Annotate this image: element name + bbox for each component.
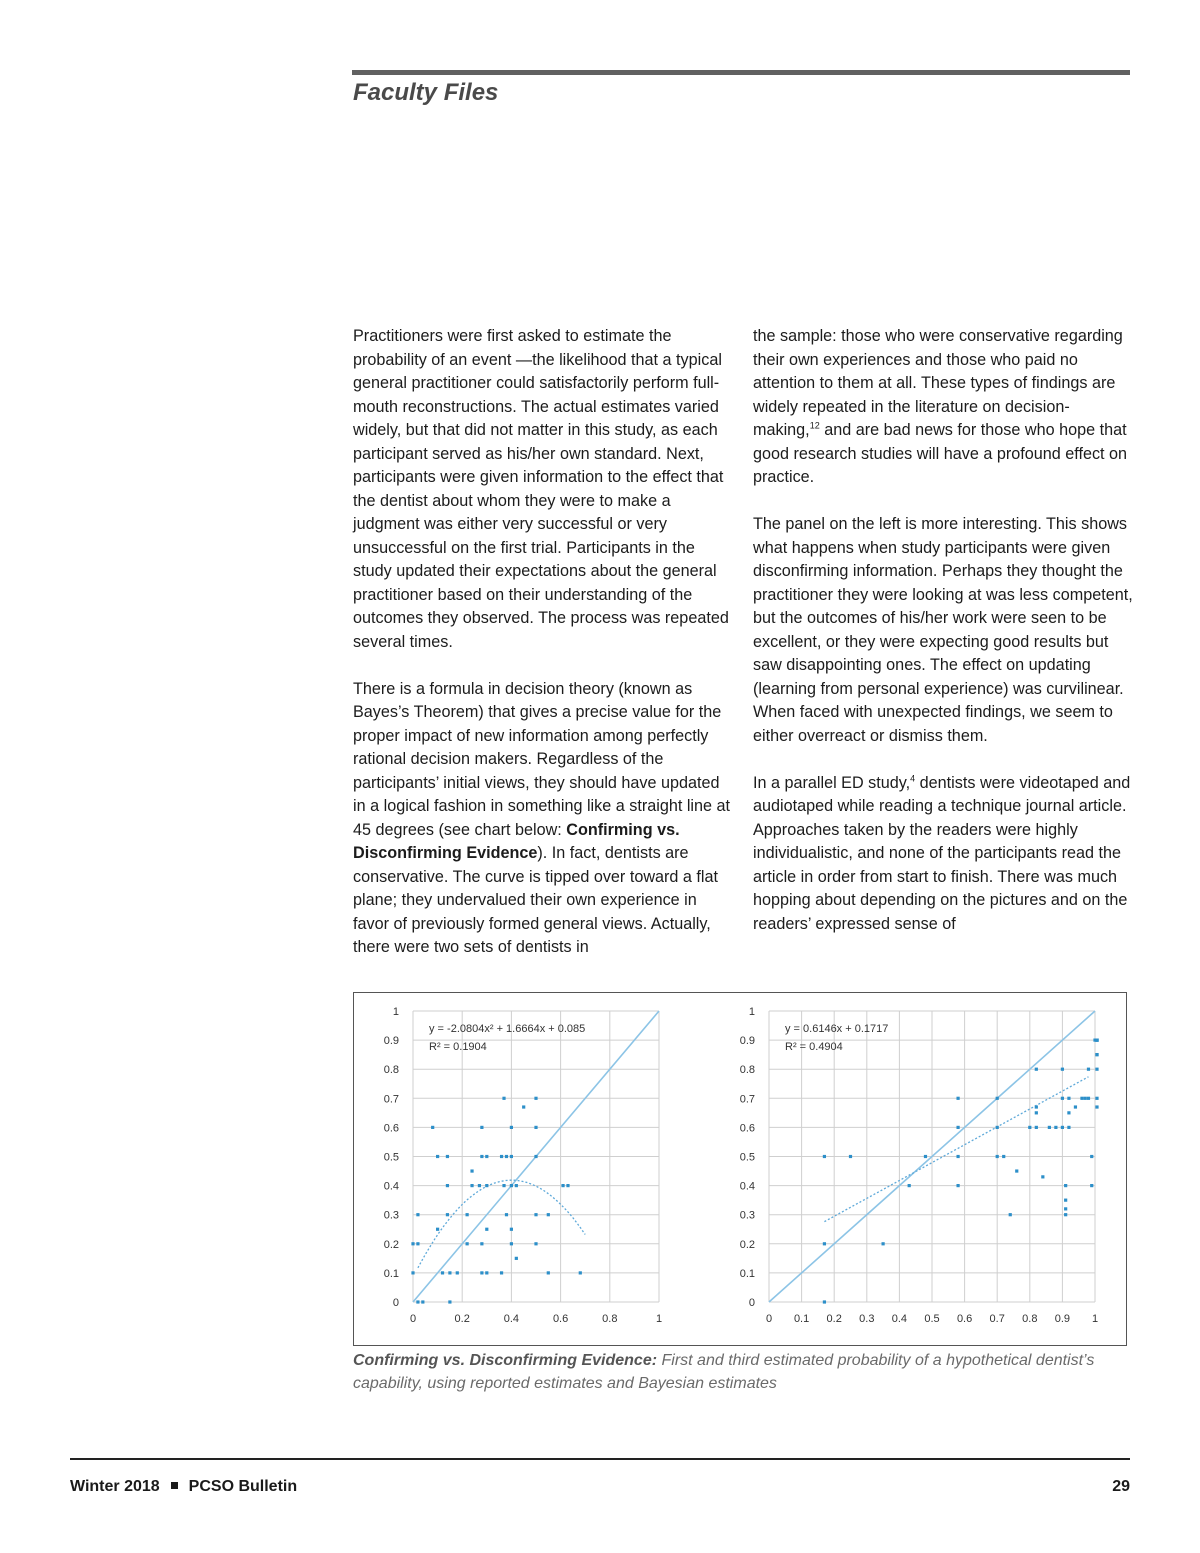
chart1-data-point [448,1300,451,1303]
chart2-data-point [996,1126,999,1129]
chart2-data-point [882,1242,885,1245]
publication-name: PCSO Bulletin [188,1478,298,1495]
left-column [353,325,731,960]
chart2-y-tick-label: 1 [748,1006,755,1018]
chart2-data-point [1095,1097,1098,1100]
chart2-data-point [1035,1068,1038,1071]
chart2-data-point [996,1155,999,1158]
chart2-data-point [1090,1155,1093,1158]
figure [353,992,1127,1346]
chart2-x-tick-label: 0.7 [989,1313,1005,1325]
chart1-data-point [547,1271,550,1274]
chart2-data-point [1064,1207,1067,1210]
chart1-y-tick-label: 0.5 [383,1151,399,1164]
chart2-x-tick-label: 0.6 [956,1313,973,1325]
chart2-y-tick-label: 0 [748,1297,755,1309]
paragraph: The panel on the left is more interesting. This shows what happens when study participants were given disconfirming information. Perhaps they thought the practitioner they were looking at was less competent, but the outcomes of his/her work were seen to be excellent, or they were expecting good results but saw disappointing ones. The effect on updating (learning from personal experience) was curvilinear. When faced with unexpected findings, we seem to either overreact or dismiss them. [753,515,1133,745]
chart1-data-point [485,1271,488,1274]
header-rule [352,70,1130,75]
chart1-data-point [505,1213,508,1216]
chart2-x-tick-label: 0.1 [793,1313,810,1325]
chart1-data-point [480,1126,483,1129]
paragraph-text: the sample: those who were conservative regarding their own experiences and those who paid no attention to them at all. These types of findings are widely repeated in the literature on decision-making, [753,327,1123,439]
paragraph [753,325,1133,490]
chart1-data-point [547,1213,550,1216]
chart1-data-point [411,1271,414,1274]
chart2-x-tick-label: 0 [765,1313,773,1325]
chart2-x-tick-label: 0.3 [859,1313,875,1325]
chart1-data-point [446,1213,449,1216]
chart1-data-point [448,1271,451,1274]
chart1-data-point [534,1155,537,1158]
chart2-y-tick-label: 0.1 [739,1267,755,1280]
chart2-data-point [1002,1155,1005,1158]
chart-reference: Confirming vs. Disconfirming Evidence [353,820,680,862]
chart2-data-point [1035,1126,1038,1129]
chart1-data-point [502,1097,505,1100]
chart1-r-squared-label: R² = 0.1904 [429,1041,487,1053]
footer-issue [70,1478,297,1496]
chart1-data-point [478,1184,481,1187]
chart1-x-tick-label: 0.6 [552,1313,569,1325]
chart2-data-point [1061,1068,1064,1071]
footnote-ref: 12 [809,420,820,431]
chart2-data-point [1054,1126,1057,1129]
chart1-data-point [470,1184,473,1187]
chart1-data-point [466,1242,469,1245]
chart2-data-point [1095,1068,1098,1071]
chart1-data-point [579,1271,582,1274]
scatter-charts [354,993,1126,1345]
chart1-y-tick-label: 1 [392,1006,399,1018]
chart2-data-point [1095,1039,1098,1042]
chart1-data-point [534,1213,537,1216]
chart2-data-point [1064,1184,1067,1187]
chart1-data-point [446,1184,449,1187]
paragraph: Practitioners were first asked to estimate the probability of an event —the likelihood that a typical general practitioner could satisfactorily perform full-mouth reconstructions. The actual estimates varied widely, but that did not matter in this study, as each participant served as his/her own standard. Next, participants were given information to the effect that the dentist about whom they were to make a judgment was either very successful or very unsuccessful on the first trial. Participants in the study updated their expectations about the general practitioner based on their understanding of the outcomes they observed. The process was repeated several times. [353,327,729,651]
chart1-y-tick-label: 0.7 [383,1093,399,1106]
chart1-data-point [534,1242,537,1245]
bullet-separator [171,1482,178,1489]
chart1-data-point [480,1242,483,1245]
chart2-data-point [1090,1184,1093,1187]
chart2-equation-label: y = 0.6146x + 0.1717 [785,1023,889,1035]
caption-title: Confirming vs. Disconfirming Evidence: [353,1352,658,1369]
paragraph-text: ). In fact, dentists are conservative. The curve is tipped over toward a flat plane; they undervalued their own experience in favor of previously formed general views. Actually, there were two sets of dentists in [353,844,719,956]
footnote-ref: 4 [910,773,916,784]
chart1-data-point [505,1155,508,1158]
chart2-x-tick-label: 0.5 [924,1313,940,1325]
chart1-y-tick-label: 0.1 [383,1267,399,1280]
page-number: 29 [1112,1478,1130,1495]
chart1-y-tick-label: 0.2 [383,1238,399,1251]
chart1-data-point [510,1184,513,1187]
chart1-data-point [515,1257,518,1260]
chart1-x-tick-label: 0.2 [454,1313,470,1325]
chart2-data-point [1095,1053,1098,1056]
chart2-r-squared-label: R² = 0.4904 [785,1041,843,1053]
chart1-x-tick-label: 0.4 [503,1313,520,1325]
chart2-data-point [908,1184,911,1187]
chart1-data-point [502,1184,505,1187]
chart1-y-tick-label: 0.9 [383,1035,399,1048]
chart2-y-tick-label: 0.6 [739,1122,755,1135]
chart2-data-point [823,1155,826,1158]
chart2-data-point [1087,1068,1090,1071]
chart1-data-point [534,1126,537,1129]
chart1-data-point [480,1155,483,1158]
chart2-data-point [1067,1097,1070,1100]
chart2-y-tick-label: 0.2 [739,1238,755,1251]
chart2-y-tick-label: 0.4 [739,1180,755,1193]
paragraph-text: There is a formula in decision theory (known as Bayes’s Theorem) that gives a precise value for the proper impact of new information among perfectly rational decision makers. Regardless of the participants’ initial views, they should have updated in a logical fashion in something like a straight line at 45 degrees (see chart below: [353,679,731,839]
chart2-data-point [956,1155,959,1158]
chart1-data-point [446,1155,449,1158]
chart2-y-tick-label: 0.8 [739,1064,755,1077]
chart1-data-point [431,1126,434,1129]
chart2-data-point [1084,1097,1087,1100]
chart2-data-point [1061,1097,1064,1100]
chart2-data-point [823,1242,826,1245]
paragraph-text: dentists were videotaped and audiotaped while reading a technique journal article. Approaches taken by the readers were highly individualistic, and none of the participants read the article in order from start to finish. There was much hopping about depending on the pictures and on the readers’ expressed sense of [753,773,1131,933]
chart1-equation-label: y = -2.0804x² + 1.6664x + 0.085 [429,1023,586,1035]
chart2-data-point [956,1097,959,1100]
chart1-data-point [436,1228,439,1231]
chart1-x-tick-label: 1 [655,1313,663,1325]
chart2-data-point [1028,1126,1031,1129]
chart2-data-point [1067,1111,1070,1114]
chart1-data-point [561,1184,564,1187]
chart1-data-point [485,1155,488,1158]
chart1-data-point [470,1169,473,1172]
chart1-data-point [480,1271,483,1274]
issue-label: Winter 2018 [70,1478,160,1495]
chart1-data-point [534,1097,537,1100]
caption-text: First and third estimated probability of a hypothetical dentist’s capability, using reported estimates and Bayesian estimates [353,1352,1095,1392]
chart1-data-point [500,1155,503,1158]
chart1-data-point [510,1228,513,1231]
chart2-data-point [1048,1126,1051,1129]
chart1-data-point [510,1242,513,1245]
chart1-x-tick-label: 0.8 [602,1313,618,1325]
chart2-y-tick-label: 0.5 [739,1151,755,1164]
chart2-data-point [1035,1105,1038,1108]
chart2-x-tick-label: 0.4 [891,1313,908,1325]
chart1-y-tick-label: 0.8 [383,1064,399,1077]
paragraph-text: and are bad news for those who hope that good research studies will have a profound effect on practice. [753,421,1128,486]
chart1-data-point [441,1271,444,1274]
chart2-y-tick-label: 0.3 [739,1209,755,1222]
chart2-x-tick-label: 0.2 [826,1313,842,1325]
chart2-data-point [956,1126,959,1129]
chart1-data-point [436,1155,439,1158]
chart2-data-point [1015,1169,1018,1172]
chart1-data-point [416,1242,419,1245]
chart2-data-point [996,1097,999,1100]
chart2-data-point [1095,1105,1098,1108]
chart1-data-point [500,1271,503,1274]
chart1-data-point [466,1213,469,1216]
chart1-data-point [421,1300,424,1303]
chart2-data-point [1074,1105,1077,1108]
chart2-data-point [1009,1213,1012,1216]
paragraph-text: In a parallel ED study, [753,773,911,792]
chart1-y-tick-label: 0.4 [383,1180,399,1193]
chart2-y-tick-label: 0.9 [739,1035,755,1048]
chart2-data-point [1067,1126,1070,1129]
paragraph [353,678,731,960]
chart2-data-point [1061,1126,1064,1129]
chart2-x-tick-label: 0.9 [1054,1313,1071,1325]
chart2-data-point [1080,1097,1083,1100]
chart1-y-tick-label: 0.3 [383,1209,399,1222]
figure-caption [353,1349,1128,1395]
chart2-data-point [823,1300,826,1303]
paragraph [753,772,1133,937]
chart2-x-tick-label: 0.8 [1022,1313,1038,1325]
chart1-y-tick-label: 0.6 [383,1122,399,1135]
chart1-data-point [411,1242,414,1245]
chart1-x-tick-label: 0 [409,1313,417,1325]
chart2-data-point [956,1184,959,1187]
chart2-data-point [1064,1213,1067,1216]
chart1-data-point [510,1155,513,1158]
footer-rule [70,1458,1130,1460]
chart2-data-point [1035,1111,1038,1114]
chart1-data-point [456,1271,459,1274]
chart1-data-point [485,1228,488,1231]
chart1-data-point [510,1126,513,1129]
chart2-x-tick-label: 1 [1091,1313,1099,1325]
chart1-data-point [515,1184,518,1187]
chart2-data-point [1064,1199,1067,1202]
chart1-data-point [485,1184,488,1187]
chart2-y-tick-label: 0.7 [739,1093,755,1106]
chart1-data-point [416,1213,419,1216]
chart1-y-tick-label: 0 [392,1297,399,1309]
chart1-data-point [416,1300,419,1303]
right-column [753,325,1133,936]
section-title: Faculty Files [353,79,499,106]
chart2-data-point [924,1155,927,1158]
chart2-data-point [1041,1175,1044,1178]
chart1-data-point [566,1184,569,1187]
chart1-data-point [522,1105,525,1108]
chart2-data-point [849,1155,852,1158]
chart2-data-point [1087,1097,1090,1100]
